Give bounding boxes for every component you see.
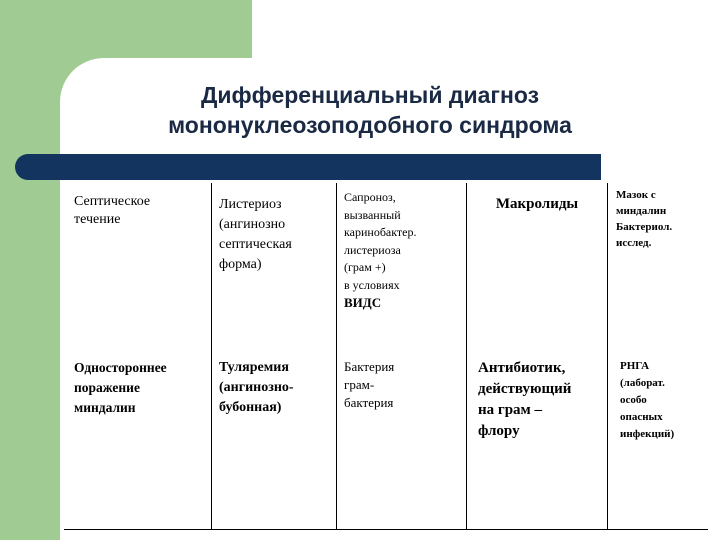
cell-line: (лаборат.: [620, 377, 665, 389]
column-divider: [336, 183, 337, 530]
title-line-2: мононуклеозоподобного синдрома: [168, 112, 572, 138]
cell-line: исслед.: [616, 237, 652, 249]
column-divider: [466, 183, 467, 530]
cell-line: бактерия: [344, 395, 394, 410]
title-divider-bar: [15, 154, 601, 180]
cell-line: ВИДС: [344, 295, 382, 310]
row2-lab-cell: [620, 358, 706, 443]
cell-line: течение: [74, 212, 121, 227]
title-line-1: Дифференциальный диагноз: [200, 82, 540, 108]
table-bottom-border: [64, 529, 708, 530]
cell-line: действующий: [478, 381, 572, 397]
column-divider: [607, 183, 608, 530]
cell-line: Антибиотик,: [478, 360, 566, 376]
cell-line: РНГА: [620, 360, 650, 372]
row2-symptom-cell: [74, 358, 210, 418]
cell-line: Листериоз: [219, 197, 282, 212]
cell-line: Одностороннее: [74, 360, 167, 375]
cell-line: Бактериол.: [616, 221, 673, 233]
cell-line: опасных: [620, 411, 663, 423]
cell-line: поражение: [74, 380, 140, 395]
cell-line: флору: [478, 423, 520, 439]
cell-line: на грам –: [478, 402, 543, 418]
cell-line: инфекций): [620, 428, 675, 440]
row2-treatment-cell: [478, 358, 606, 442]
row2-disease-cell: [219, 358, 334, 418]
cell-line: в условиях: [344, 277, 400, 292]
cell-line: (ангинозно-: [219, 380, 294, 395]
cell-line: (ангинозно: [219, 217, 286, 232]
cell-line: особо: [620, 394, 647, 406]
cell-line: миндалин: [74, 400, 136, 415]
cell-line: миндалин: [616, 205, 667, 217]
row1-treatment-cell: [468, 195, 606, 213]
cell-line: каринобактер.: [344, 225, 417, 239]
cell-line: листериоза: [344, 242, 401, 257]
cell-line: форма): [219, 257, 262, 272]
diagnosis-table: [64, 183, 708, 530]
cell-line: Мазок с: [616, 189, 656, 201]
row1-pathogen-cell: [344, 189, 464, 312]
column-divider: [211, 183, 212, 530]
slide-title: [100, 80, 640, 140]
cell-line: Септическое: [74, 194, 151, 209]
cell-line: Макролиды: [495, 196, 579, 212]
row1-symptom-cell: [74, 193, 208, 229]
cell-line: вызванный: [344, 207, 401, 222]
row1-lab-cell: [616, 187, 706, 251]
cell-line: бубонная): [219, 400, 282, 415]
cell-line: Сапроноз,: [344, 190, 396, 204]
row1-disease-cell: [219, 195, 334, 275]
cell-line: Туляремия: [219, 360, 289, 375]
cell-line: (грам +): [344, 260, 386, 274]
row2-pathogen-cell: [344, 358, 464, 412]
cell-line: грам-: [344, 377, 375, 392]
cell-line: Бактерия: [344, 359, 395, 374]
cell-line: септическая: [219, 237, 292, 252]
